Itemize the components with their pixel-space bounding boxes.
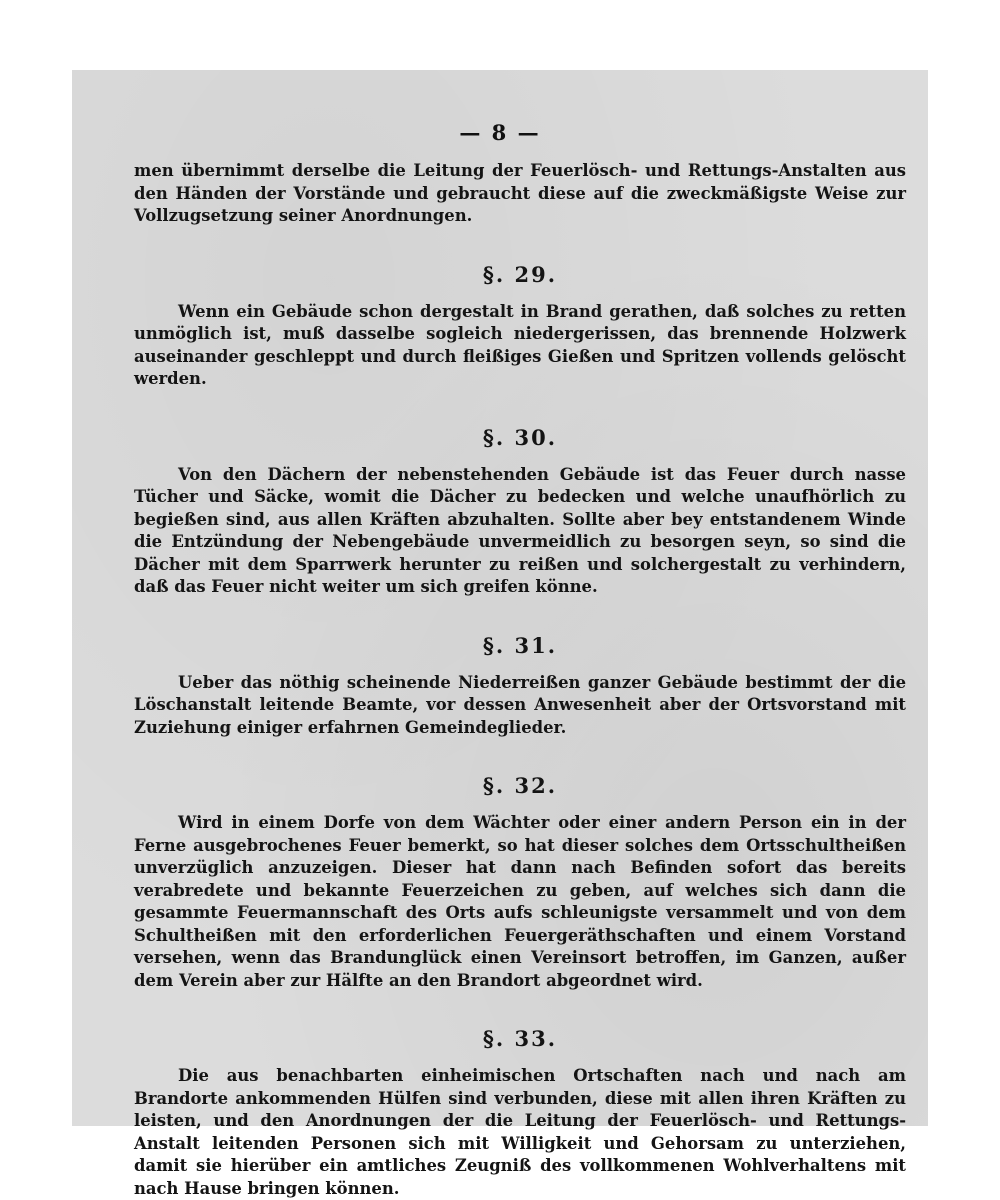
- paragraph-section-29: Wenn ein Gebäude schon dergestalt in Brand gerathen, daß solches zu retten unmöglich ist, muß dasselbe sogleich niedergerissen, das brennende Holzwerk auseinander geschleppt und durch fleißiges Gießen und Spritzen vollends gelöscht werden.: [134, 301, 906, 388]
- section-heading-30: §. 30.: [482, 424, 558, 450]
- paragraph-section-33: Die aus benachbarten einheimischen Ortschaften nach und nach am Brandorte ankommenden Hülfen sind verbunden, diese mit allen ihren Kräften zu leisten, und den Anordnungen der die Leitung der Feuerlösch- und Rettungs-Anstalt leitenden Personen sich mit Willigkeit und Gehorsam zu unterziehen, damit sie hierüber ein amtliches Zeugniß des vollkommenen Wohlverhaltens mit nach Hause bringen können.: [134, 1066, 906, 1198]
- paragraph-section-30: Von den Dächern der nebenstehenden Gebäude ist das Feuer durch nasse Tücher und Säcke, womit die Dächer zu bedecken und welche unaufhörlich zu begießen sind, aus allen Kräften abzuhalten. Sollte aber bey entstandenem Winde die Entzündung der Nebengebäude unvermeidlich zu besorgen seyn, so sind die Dächer mit dem Sparrwerk herunter zu reißen und solchergestalt zu verhindern, daß das Feuer nicht weiter um sich greifen könne.: [134, 464, 906, 596]
- paragraph-section-31: Ueber das nöthig scheinende Niederreißen ganzer Gebäude bestimmt der die Löschanstalt leitende Beamte, vor dessen Anwesenheit aber der Ortsvorstand mit Zuziehung einiger erfahrnen Gemeindeglieder.: [134, 672, 906, 737]
- section-heading-32: §. 32.: [482, 773, 558, 798]
- document-body: [134, 160, 906, 1200]
- section-heading-31: §. 31.: [482, 632, 558, 658]
- paragraph-continuation: men übernimmt derselbe die Leitung der Feuerlösch- und Rettungs-Anstalten aus den Händen der Vorstände und gebraucht diese auf die zweckmäßigste Weise zur Vollzugsetzung seiner Anordnungen.: [134, 161, 906, 225]
- section-heading-33: §. 33.: [482, 1026, 558, 1051]
- section-heading-29: §. 29.: [482, 261, 558, 287]
- paragraph-section-32: Wird in einem Dorfe von dem Wächter oder einer andern Person ein in der Ferne ausgebrochenes Feuer bemerkt, so hat dieser solches dem Ortsschultheißen unverzüglich anzuzeigen. Dieser hat dann nach Befinden sofort das bereits verabredete und bekannte Feuerzeichen zu geben, auf welches sich dann die gesammte Feuermannschaft des Orts aufs schleunigste versammelt und von dem Schultheißen mit den erforderlichen Feuergeräthschaften und einem Vorstand versehen, wenn das Brandunglück einen Vereinsort betroffen, im Ganzen, außer dem Verein aber zur Hälfte an den Brandort abgeordnet wird.: [134, 813, 906, 990]
- page-number: — 8 —: [459, 120, 541, 145]
